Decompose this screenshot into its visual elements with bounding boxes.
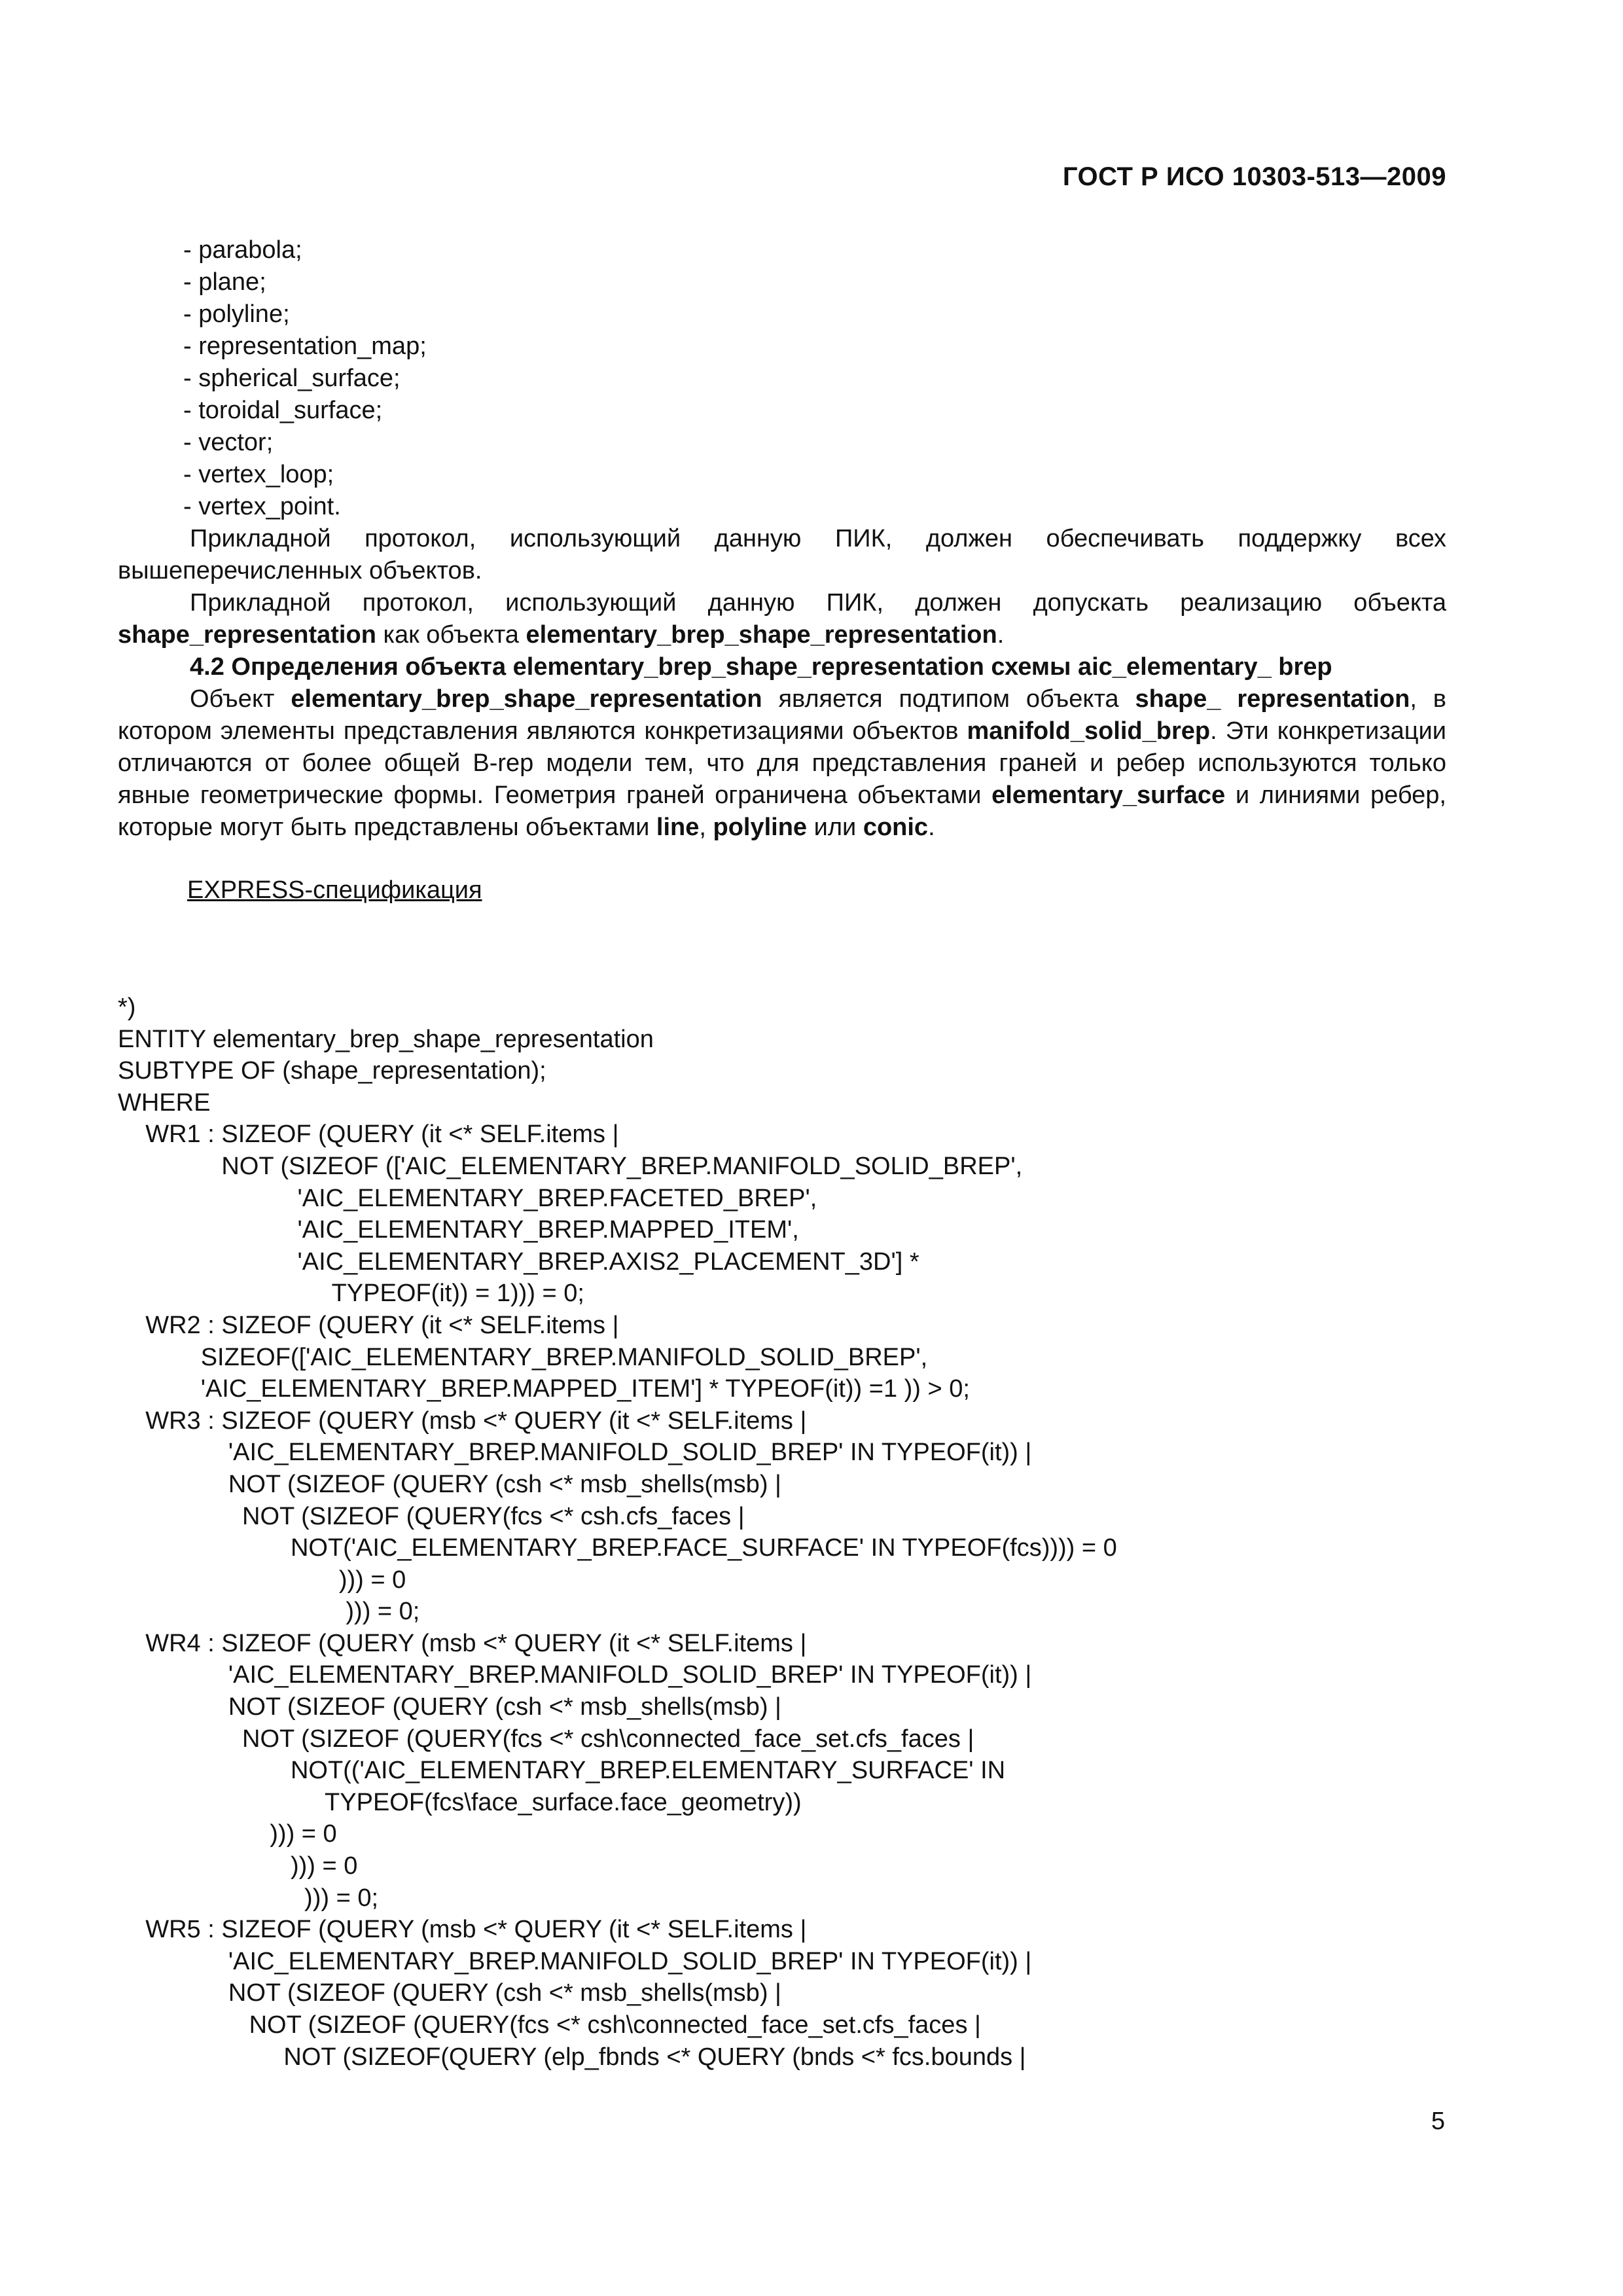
- code-line: NOT (SIZEOF (QUERY (csh <* msb_shells(msb) |: [118, 1979, 781, 2007]
- entity-list: [183, 234, 1446, 523]
- text-span: Объект: [190, 685, 291, 713]
- code-line: WHERE: [118, 1088, 211, 1117]
- list-item: - vertex_loop;: [183, 461, 334, 488]
- code-line: 'AIC_ELEMENTARY_BREP.MANIFOLD_SOLID_BREP' IN TYPEOF(it)) |: [118, 1947, 1032, 1975]
- code-line: *): [118, 994, 136, 1021]
- express-code-block: [118, 992, 1446, 2073]
- text-span: и линиями ребер, которые могут быть представлены объектами: [118, 781, 1446, 841]
- code-line: ))) = 0;: [118, 1884, 379, 1912]
- text-span: как объекта: [376, 621, 526, 649]
- code-line: 'AIC_ELEMENTARY_BREP.AXIS2_PLACEMENT_3D'] *: [118, 1247, 919, 1276]
- code-line: 'AIC_ELEMENTARY_BREP.MANIFOLD_SOLID_BREP' IN TYPEOF(it)) |: [118, 1661, 1032, 1689]
- code-line: TYPEOF(it)) = 1))) = 0;: [118, 1280, 584, 1308]
- term-bold: manifold_solid_brep: [967, 717, 1211, 745]
- page-number: 5: [1431, 2108, 1445, 2135]
- body-text: [118, 234, 1446, 906]
- code-line: 'AIC_ELEMENTARY_BREP.MAPPED_ITEM',: [118, 1216, 799, 1244]
- code-line: WR1 : SIZEOF (QUERY (it <* SELF.items |: [118, 1121, 619, 1149]
- code-line: ))) = 0: [118, 1852, 358, 1880]
- paragraph-definition: [118, 683, 1446, 844]
- term-bold: elementary_surface: [991, 781, 1226, 809]
- code-line: NOT (SIZEOF (['AIC_ELEMENTARY_BREP.MANIFOLD_SOLID_BREP',: [118, 1152, 1023, 1180]
- term-bold: conic: [863, 814, 929, 841]
- term-bold: shape_representation: [118, 621, 376, 649]
- code-line: ENTITY elementary_brep_shape_representation: [118, 1025, 654, 1053]
- list-item: - plane;: [183, 268, 266, 296]
- code-line: ))) = 0: [118, 1820, 337, 1848]
- code-line: WR3 : SIZEOF (QUERY (msb <* QUERY (it <* SELF.items |: [118, 1407, 807, 1435]
- code-line: SIZEOF(['AIC_ELEMENTARY_BREP.MANIFOLD_SOLID_BREP',: [118, 1343, 928, 1371]
- code-line: NOT('AIC_ELEMENTARY_BREP.FACE_SURFACE' IN TYPEOF(fcs)))) = 0: [118, 1534, 1117, 1562]
- paragraph-implementation: [118, 587, 1446, 651]
- list-item: - representation_map;: [183, 332, 427, 360]
- code-line: WR5 : SIZEOF (QUERY (msb <* QUERY (it <* SELF.items |: [118, 1916, 807, 1944]
- code-line: ))) = 0: [118, 1566, 406, 1594]
- term-bold: line: [656, 814, 700, 841]
- term-bold: elementary_brep_shape_representation: [526, 621, 997, 649]
- section-heading: 4.2 Определения объекта elementary_brep_shape_representation схемы aic_elementary_ brep: [190, 653, 1332, 681]
- standard-header: ГОСТ Р ИСО 10303-513—2009: [1062, 162, 1446, 191]
- code-line: NOT(('AIC_ELEMENTARY_BREP.ELEMENTARY_SURFACE' IN: [118, 1757, 1006, 1785]
- paragraph-support: Прикладной протокол, использующий данную ПИК, должен обеспечивать поддержку всех вышеперечисленных объектов.: [118, 525, 1446, 584]
- code-line: NOT (SIZEOF (QUERY (csh <* msb_shells(msb) |: [118, 1693, 781, 1721]
- list-item: - toroidal_surface;: [183, 397, 383, 424]
- term-bold: shape_ representation: [1135, 685, 1410, 713]
- code-line: NOT (SIZEOF (QUERY(fcs <* csh\connected_face_set.cfs_faces |: [118, 2011, 981, 2039]
- code-line: SUBTYPE OF (shape_representation);: [118, 1057, 546, 1085]
- text-span: .: [997, 621, 1005, 649]
- term-bold: polyline: [713, 814, 808, 841]
- text-span: Прикладной протокол, использующий данную ПИК, должен допускать реализацию объекта: [190, 589, 1446, 617]
- list-item: - spherical_surface;: [183, 365, 401, 392]
- list-item: - polyline;: [183, 300, 290, 328]
- code-line: 'AIC_ELEMENTARY_BREP.FACETED_BREP',: [118, 1184, 817, 1212]
- code-line: 'AIC_ELEMENTARY_BREP.MANIFOLD_SOLID_BREP' IN TYPEOF(it)) |: [118, 1439, 1032, 1467]
- code-line: NOT (SIZEOF(QUERY (elp_fbnds <* QUERY (bnds <* fcs.bounds |: [118, 2043, 1026, 2071]
- text-span: является подтипом объекта: [762, 685, 1135, 713]
- text-span: .: [928, 814, 935, 841]
- list-item: - vector;: [183, 429, 274, 456]
- express-spec-label: EXPRESS-спецификация: [187, 876, 482, 904]
- code-line: TYPEOF(fcs\face_surface.face_geometry)): [118, 1788, 802, 1816]
- code-line: ))) = 0;: [118, 1598, 420, 1626]
- text-span: или: [807, 814, 863, 841]
- text-span: ,: [699, 814, 713, 841]
- code-line: NOT (SIZEOF (QUERY(fcs <* csh.cfs_faces |: [118, 1502, 745, 1530]
- text-span: . Эти конкретизации отличаются от более общей B-rep модели тем, что для представления граней и ребер используются только явные геометрические формы. Геометрия граней ограничена объектами: [118, 717, 1446, 809]
- list-item: - parabola;: [183, 236, 302, 264]
- text-span: , в котором элементы представления являются конкретизациями объектов: [118, 685, 1446, 745]
- code-line: 'AIC_ELEMENTARY_BREP.MAPPED_ITEM'] * TYPEOF(it)) =1 )) > 0;: [118, 1375, 970, 1403]
- code-line: NOT (SIZEOF (QUERY (csh <* msb_shells(msb) |: [118, 1470, 781, 1498]
- code-line: NOT (SIZEOF (QUERY(fcs <* csh\connected_face_set.cfs_faces |: [118, 1725, 974, 1753]
- term-bold: elementary_brep_shape_representation: [291, 685, 762, 713]
- code-line: WR2 : SIZEOF (QUERY (it <* SELF.items |: [118, 1311, 619, 1339]
- code-line: WR4 : SIZEOF (QUERY (msb <* QUERY (it <* SELF.items |: [118, 1629, 807, 1657]
- list-item: - vertex_point.: [183, 493, 341, 520]
